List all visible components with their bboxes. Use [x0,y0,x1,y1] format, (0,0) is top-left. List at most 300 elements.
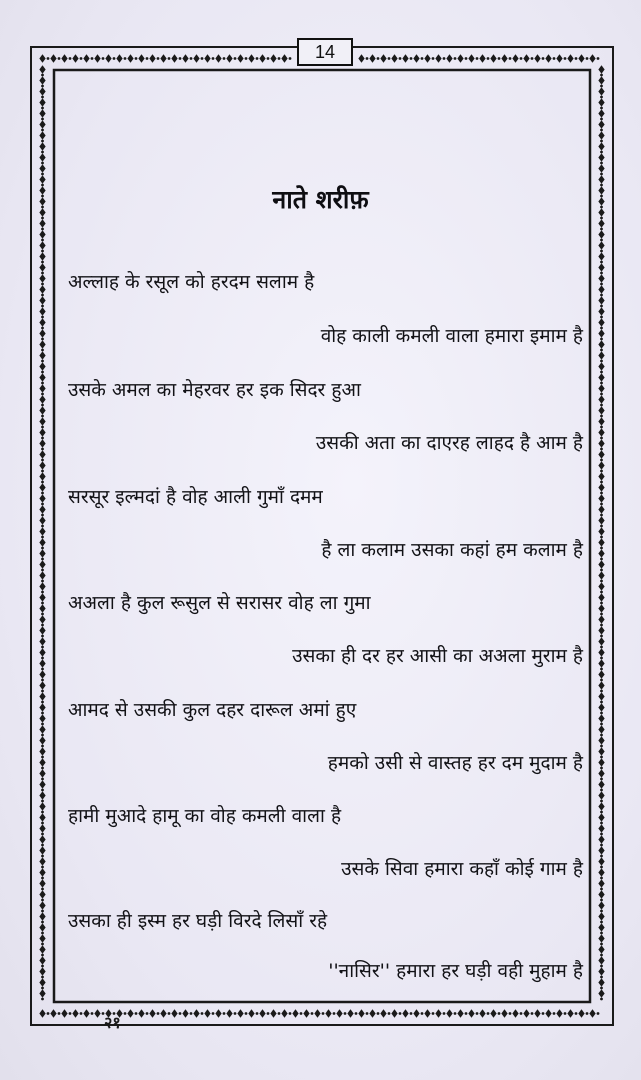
border-ornament [248,1009,254,1017]
border-ornament [41,976,44,979]
border-ornament [598,791,604,799]
border-ornament [135,57,138,60]
border-ornament [41,426,44,429]
page-number-text: 14 [314,41,336,62]
border-ornament [41,503,44,506]
border-ornament [39,615,45,623]
border-ornament [179,1012,182,1015]
border-ornament [281,1009,287,1017]
border-ornament [171,54,177,62]
border-ornament [41,85,44,88]
border-ornament [479,1009,485,1017]
border-ornament [41,470,44,473]
border-ornament [41,217,44,220]
border-ornament [600,701,603,704]
border-ornament [41,943,44,946]
border-ornament [600,316,603,319]
border-ornament [138,54,144,62]
verse-line: है ला कलाम उसका कहां हम कलाम है [321,539,583,561]
border-ornament [69,1012,72,1015]
border-ornament [39,296,45,304]
border-ornament [215,54,221,62]
border-ornament [41,536,44,539]
border-ornament [598,527,604,535]
border-ornament [267,1012,270,1015]
border-ornament [598,604,604,612]
border-ornament [600,976,603,979]
border-ornament [600,118,603,121]
border-ornament [512,54,518,62]
border-ornament [600,349,603,352]
border-ornament [39,670,45,678]
border-ornament [41,899,44,902]
border-ornament [600,602,603,605]
border-ornament [598,318,604,326]
border-ornament [124,1012,127,1015]
border-ornament [600,734,603,737]
border-ornament [598,373,604,381]
border-ornament [366,1012,369,1015]
border-ornament [41,173,44,176]
border-ornament [41,866,44,869]
border-ornament [600,580,603,583]
border-ornament [598,956,604,964]
border-ornament [39,626,45,634]
border-ornament [421,1012,424,1015]
border-ornament [600,283,603,286]
border-ornament [39,648,45,656]
border-ornament [600,338,603,341]
border-ornament [598,219,604,227]
border-ornament [39,241,45,249]
border-ornament [600,217,603,220]
border-ornament [39,956,45,964]
border-ornament [600,272,603,275]
border-ornament [39,318,45,326]
border-ornament [41,305,44,308]
border-ornament [256,1012,259,1015]
border-ornament [598,263,604,271]
verse-line: अल्लाह के रसूल को हरदम सलाम है [68,271,315,293]
border-ornament [336,1009,342,1017]
border-ornament [39,142,45,150]
border-ornament [39,835,45,843]
border-ornament [41,514,44,517]
border-ornament [598,252,604,260]
border-ornament [600,107,603,110]
border-ornament [586,57,589,60]
border-ornament [600,679,603,682]
border-ornament [468,54,474,62]
border-ornament [600,228,603,231]
border-ornament [41,635,44,638]
border-ornament [446,54,452,62]
border-ornament [204,1009,210,1017]
border-ornament [168,1012,171,1015]
border-ornament [399,1012,402,1015]
border-ornament [598,868,604,876]
border-ornament [534,54,540,62]
border-ornament [127,1009,133,1017]
border-ornament [598,450,604,458]
border-ornament [190,1012,193,1015]
border-ornament [388,1012,391,1015]
border-ornament [50,1009,56,1017]
border-ornament [80,1012,83,1015]
border-ornament [358,1009,364,1017]
border-ornament [600,426,603,429]
border-ornament [553,1012,556,1015]
border-ornament [41,140,44,143]
border-ornament [512,1009,518,1017]
border-ornament [600,767,603,770]
border-ornament [212,57,215,60]
border-ornament [39,780,45,788]
border-ornament [226,1009,232,1017]
border-ornament [138,1009,144,1017]
border-ornament [443,1012,446,1015]
border-ornament [598,582,604,590]
border-ornament [39,351,45,359]
border-ornament [168,57,171,60]
border-ornament [578,54,584,62]
border-ornament [149,54,155,62]
border-ornament [41,459,44,462]
border-ornament [41,107,44,110]
border-ornament [598,98,604,106]
verse-line: हमको उसी से वास्तह हर दम मुदाम है [327,752,583,774]
border-ornament [182,54,188,62]
border-ornament [553,57,556,60]
border-ornament [443,57,446,60]
border-ornament [600,459,603,462]
border-ornament [41,888,44,891]
border-ornament [598,538,604,546]
border-ornament [600,800,603,803]
border-ornament [39,461,45,469]
border-ornament [270,1009,276,1017]
border-ornament [600,943,603,946]
border-ornament [498,57,501,60]
border-ornament [39,450,45,458]
border-ornament [41,382,44,385]
border-ornament [41,580,44,583]
border-ornament [72,1009,78,1017]
border-ornament [41,800,44,803]
border-ornament [410,1012,413,1015]
border-ornament [39,417,45,425]
border-ornament [600,404,603,407]
border-ornament [424,54,430,62]
border-ornament [600,910,603,913]
border-ornament [41,921,44,924]
border-ornament [598,483,604,491]
border-ornament [600,140,603,143]
border-ornament [39,131,45,139]
border-ornament [598,912,604,920]
border-ornament [41,415,44,418]
border-ornament [598,703,604,711]
border-ornament [598,780,604,788]
border-ornament [380,1009,386,1017]
border-ornament [598,362,604,370]
border-ornament [39,791,45,799]
border-ornament [600,129,603,132]
border-ornament [171,1009,177,1017]
verse-line: अअला है कुल रूसुल से सरासर वोह ला गुमा [68,592,371,614]
border-ornament [47,1012,50,1015]
border-ornament [598,340,604,348]
border-ornament [432,57,435,60]
border-ornament [598,648,604,656]
border-ornament [160,54,166,62]
page-title: नाते शरीफ़ [272,185,369,214]
border-ornament [41,129,44,132]
border-ornament [41,987,44,990]
border-ornament [83,54,89,62]
border-ornament [520,1012,523,1015]
border-ornament [39,857,45,865]
border-ornament [135,1012,138,1015]
border-ornament [598,747,604,755]
border-ornament [116,54,122,62]
border-ornament [399,57,402,60]
border-ornament [39,505,45,513]
border-ornament [39,65,45,73]
border-ornament [534,1009,540,1017]
border-ornament [146,1012,149,1015]
border-ornament [124,57,127,60]
border-ornament [91,57,94,60]
border-ornament [39,945,45,953]
border-ornament [39,923,45,931]
border-ornament [600,371,603,374]
border-ornament [39,802,45,810]
border-ornament [377,1012,380,1015]
border-ornament [598,802,604,810]
border-ornament [41,679,44,682]
border-ornament [598,681,604,689]
border-ornament [39,120,45,128]
border-ornament [598,142,604,150]
verse-line: सरसूर इल्मदां है वोह आली गुमाँ दमम [68,486,323,508]
page-number [297,38,353,66]
border-ornament [41,723,44,726]
border-ornament [39,560,45,568]
border-ornament [369,54,375,62]
border-ornament [600,547,603,550]
border-ornament [600,162,603,165]
border-ornament [600,646,603,649]
border-ornament [542,57,545,60]
border-ornament [598,901,604,909]
border-ornament [41,393,44,396]
border-ornament [41,261,44,264]
border-ornament [600,987,603,990]
border-ornament [41,338,44,341]
border-ornament [600,239,603,242]
border-ornament [41,481,44,484]
border-ornament [41,624,44,627]
border-ornament [289,1012,292,1015]
border-ornament [39,604,45,612]
border-ornament [41,965,44,968]
border-ornament [39,582,45,590]
border-ornament [39,912,45,920]
border-ornament [598,934,604,942]
border-ornament [600,855,603,858]
border-ornament [193,1009,199,1017]
border-ornament [245,1012,248,1015]
border-ornament [598,472,604,480]
border-ornament [523,54,529,62]
border-ornament [41,250,44,253]
border-ornament [556,1009,562,1017]
border-ornament [39,758,45,766]
border-ornament [237,1009,243,1017]
border-ornament [597,1012,600,1015]
border-ornament [523,1009,529,1017]
border-ornament [413,54,419,62]
border-ornament [377,57,380,60]
border-ornament [41,162,44,165]
border-ornament [39,406,45,414]
border-ornament [179,57,182,60]
border-ornament [127,54,133,62]
border-ornament [413,1009,419,1017]
border-ornament [41,96,44,99]
border-ornament [322,1012,325,1015]
border-ornament [39,549,45,557]
border-ornament [446,1009,452,1017]
border-ornament [520,57,523,60]
border-ornament [41,712,44,715]
border-ornament [435,54,441,62]
border-ornament [39,967,45,975]
border-ornament [501,54,507,62]
border-ornament [600,899,603,902]
border-ornament [598,307,604,315]
border-ornament [278,1012,281,1015]
border-ornament [39,483,45,491]
border-ornament [39,890,45,898]
border-ornament [41,701,44,704]
border-ornament [39,164,45,172]
border-ornament [204,54,210,62]
border-ornament [347,1009,353,1017]
border-ornament [41,591,44,594]
footer-mark: २१ [104,1013,121,1032]
border-ornament [600,261,603,264]
border-ornament [58,57,61,60]
border-ornament [598,714,604,722]
verse-line: आमद से उसकी कुल दहर दारूल अमां हुए [68,699,357,721]
border-ornament [311,1012,314,1015]
border-ornament [598,945,604,953]
border-ornament [41,833,44,836]
border-ornament [598,670,604,678]
border-ornament [39,230,45,238]
border-ornament [600,85,603,88]
border-ornament [600,448,603,451]
border-ornament [598,879,604,887]
border-ornament [39,571,45,579]
border-ornament [589,1009,595,1017]
border-ornament [476,57,479,60]
border-ornament [600,503,603,506]
border-ornament [457,54,463,62]
border-ornament [600,998,603,1001]
border-ornament [41,690,44,693]
border-ornament [402,1009,408,1017]
border-ornament [600,778,603,781]
border-ornament [598,758,604,766]
border-ornament [41,525,44,528]
border-ornament [41,734,44,737]
border-ornament [598,593,604,601]
border-ornament [39,747,45,755]
border-ornament [531,1012,534,1015]
border-ornament [41,371,44,374]
border-ornament [358,54,364,62]
border-ornament [39,329,45,337]
border-ornament [498,1012,501,1015]
border-ornament [41,547,44,550]
border-ornament [182,1009,188,1017]
border-ornament [501,1009,507,1017]
border-ornament [41,668,44,671]
border-ornament [201,1012,204,1015]
border-ornament [39,527,45,535]
border-ornament [41,822,44,825]
border-ornament [600,151,603,154]
border-ornament [600,756,603,759]
border-ornament [600,173,603,176]
border-ornament [600,525,603,528]
border-ornament [600,712,603,715]
border-ornament [61,1009,67,1017]
border-ornament [600,822,603,825]
border-ornament [72,54,78,62]
border-ornament [432,1012,435,1015]
border-ornament [600,657,603,660]
border-ornament [575,1012,578,1015]
border-ornament [41,778,44,781]
border-ornament [41,877,44,880]
border-ornament [212,1012,215,1015]
border-ornament [600,921,603,924]
border-ornament [391,1009,397,1017]
border-ornament [259,54,265,62]
border-ornament [39,54,45,62]
border-ornament [39,472,45,480]
border-ornament [589,54,595,62]
border-ornament [598,615,604,623]
border-ornament [598,571,604,579]
border-ornament [39,340,45,348]
border-ornament [391,54,397,62]
border-ornament [598,296,604,304]
border-ornament [531,57,534,60]
border-ornament [545,54,551,62]
border-ornament [270,54,276,62]
border-ornament [598,890,604,898]
border-ornament [39,659,45,667]
border-ornament [41,558,44,561]
border-ornament [41,349,44,352]
border-ornament [490,54,496,62]
border-ornament [476,1012,479,1015]
